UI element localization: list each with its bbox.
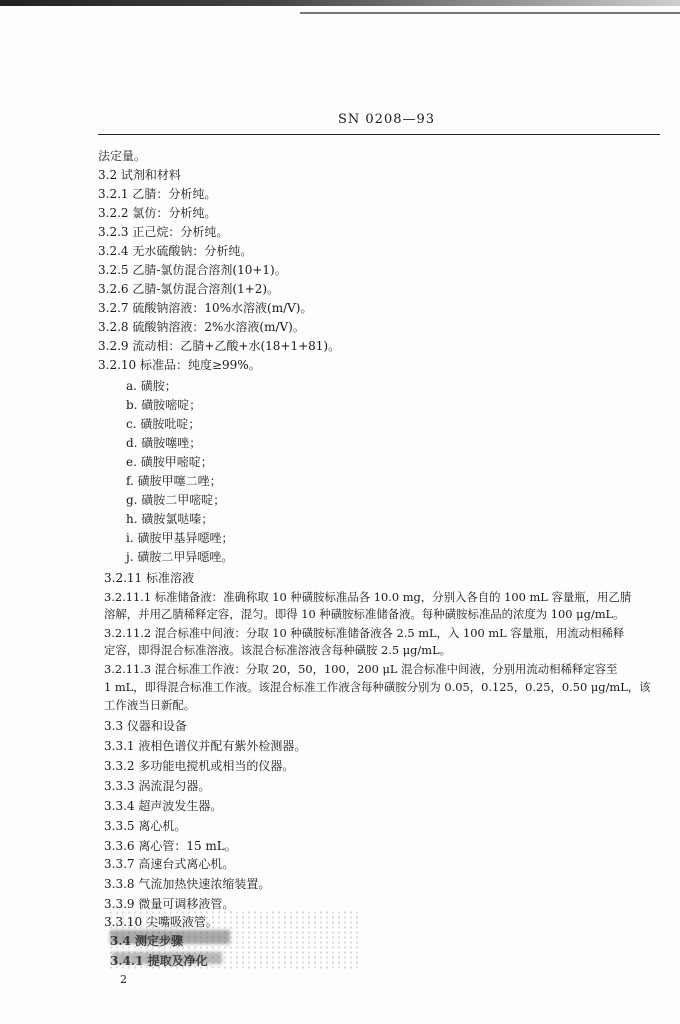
list-item: b. 磺胺嘧啶； <box>126 398 202 412</box>
text-line: 法定量。 <box>98 149 147 163</box>
list-item: i. 磺胺甲基异噁唑； <box>126 531 234 545</box>
list-item: e. 磺胺甲嘧啶； <box>126 455 213 469</box>
text-line: 3.3.1 液相色谱仪并配有紫外检测器。 <box>104 739 307 753</box>
list-item: h. 磺胺氯哒嗪； <box>126 512 214 526</box>
header-rule <box>98 134 660 135</box>
text-line: 3.2.1 乙腈：分析纯。 <box>98 187 217 201</box>
list-item: g. 磺胺二甲嘧啶； <box>126 493 226 507</box>
paragraph-line: 溶解，并用乙腈稀释定容，混匀。即得 10 种磺胺标准储备液。每种磺胺标准品的浓度为 100 μg/mL。 <box>104 607 625 621</box>
paragraph-line: 定容，即得混合标准溶液。该混合标准溶液含每种磺胺 2.5 μg/mL。 <box>104 643 452 657</box>
text-line: 3.2.9 流动相：乙腈+乙酸+水(18+1+81)。 <box>98 339 341 353</box>
text-line: 3.2.3 正己烷：分析纯。 <box>98 225 229 239</box>
text-line: 3.3.9 微量可调移液管。 <box>104 897 235 911</box>
text-line: 3.3.5 离心机。 <box>104 819 187 833</box>
section-heading: 3.3 仪器和设备 <box>104 719 187 733</box>
list-item: j. 磺胺二甲异噁唑。 <box>126 550 234 564</box>
text-line: 3.3.8 气流加热快速浓缩装置。 <box>104 877 271 891</box>
text-line: 3.3.10 尖嘴吸液管。 <box>104 915 218 929</box>
paragraph-line: 3.2.11.2 混合标准中间液：分取 10 种磺胺标准储备液各 2.5 mL，入 100 mL 容量瓶，用流动相稀释 <box>104 626 625 640</box>
text-line: 3.2.8 硫酸钠溶液：2%水溶液(m/V)。 <box>98 320 305 334</box>
section-heading: 3.4 测定步骤 <box>110 934 184 948</box>
text-line: 3.2.10 标准品：纯度≥99%。 <box>98 358 261 372</box>
list-item: d. 磺胺噻唑； <box>126 436 202 450</box>
text-line: 3.3.2 多功能电搅机或相当的仪器。 <box>104 759 295 773</box>
text-line: 3.2.6 乙腈-氯仿混合溶剂(1+2)。 <box>98 282 280 296</box>
paragraph-line: 3.2.11.3 混合标准工作液：分取 20，50，100，200 μL 混合标准中间液，分别用流动相稀释定容至 <box>104 662 618 676</box>
list-item: c. 磺胺吡啶； <box>126 417 201 431</box>
text-line: 3.3.4 超声波发生器。 <box>104 799 223 813</box>
text-line: 3.3.3 涡流混匀器。 <box>104 779 211 793</box>
text-line: 3.3.7 高速台式离心机。 <box>104 857 235 871</box>
paragraph-line: 1 mL，即得混合标准工作液。该混合标准工作液含每种磺胺分别为 0.05，0.125，0.25，0.50 μg/mL，该 <box>104 680 651 694</box>
list-item: a. 磺胺； <box>126 379 177 393</box>
subsection-heading: 3.4.1 提取及净化 <box>110 954 208 968</box>
paragraph-line: 3.2.11.1 标准储备液：准确称取 10 种磺胺标准品各 10.0 mg，分别入各自的 100 mL 容量瓶，用乙腈 <box>104 590 632 604</box>
scan-top-edge <box>0 0 680 6</box>
text-line: 3.3.6 离心管：15 mL。 <box>104 839 237 853</box>
list-item: f. 磺胺甲噻二唑； <box>126 474 222 488</box>
text-line: 3.2.4 无水硫酸钠：分析纯。 <box>98 244 253 258</box>
text-line: 3.2.5 乙腈-氯仿混合溶剂(10+1)。 <box>98 263 287 277</box>
scan-top-line <box>300 12 680 14</box>
text-line: 3.2.7 硫酸钠溶液：10%水溶液(m/V)。 <box>98 301 313 315</box>
section-heading: 3.2 试剂和材料 <box>98 168 181 182</box>
paragraph-line: 工作液当日新配。 <box>104 698 196 712</box>
standard-number-header: SN 0208—93 <box>338 112 436 127</box>
page-number: 2 <box>120 973 127 986</box>
subsection-heading: 3.2.11 标准溶液 <box>104 571 194 585</box>
text-line: 3.2.2 氯仿：分析纯。 <box>98 206 217 220</box>
